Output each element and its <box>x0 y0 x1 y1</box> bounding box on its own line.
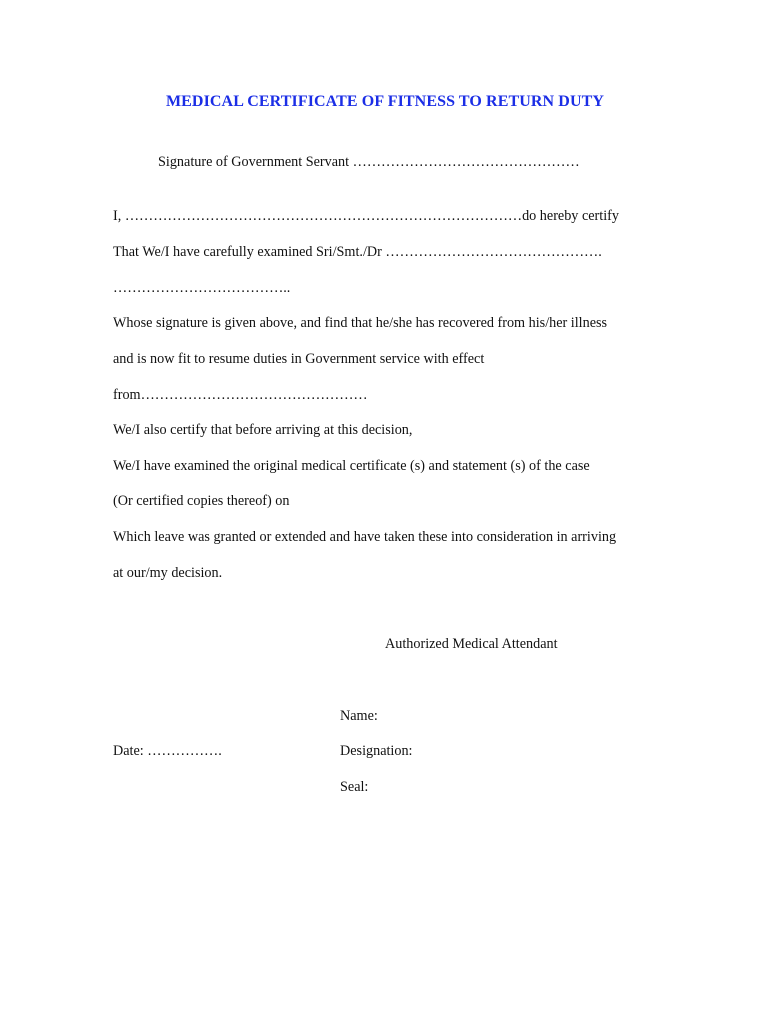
body-line-8: We/I have examined the original medical certificate (s) and statement (s) of the case <box>113 458 590 474</box>
body-line-9: (Or certified copies thereof) on <box>113 493 290 509</box>
name-label: Name: <box>340 708 378 724</box>
attendant-label: Authorized Medical Attendant <box>385 636 558 652</box>
body-line-3: ……………………………….. <box>113 280 291 296</box>
seal-label: Seal: <box>340 779 369 795</box>
designation-label: Designation: <box>340 743 413 759</box>
signature-line: Signature of Government Servant ………………………………………… <box>158 154 580 170</box>
date-label: Date: ……………. <box>113 743 222 759</box>
body-line-4: Whose signature is given above, and find that he/she has recovered from his/her illness <box>113 315 608 331</box>
body-line-1: I, …………………………………………………………………………do hereby certify <box>113 208 619 224</box>
body-line-6: from………………………………………… <box>113 387 368 403</box>
body-line-5: and is now fit to resume duties in Government service with effect <box>113 351 485 367</box>
body-line-11: at our/my decision. <box>113 565 223 581</box>
body-line-2: That We/I have carefully examined Sri/Smt./Dr ………………………………………. <box>113 244 602 260</box>
body-line-7: We/I also certify that before arriving at this decision, <box>113 422 413 438</box>
certificate-title: MEDICAL CERTIFICATE OF FITNESS TO RETURN DUTY <box>165 93 605 110</box>
body-line-10: Which leave was granted or extended and have taken these into consideration in arriving <box>113 529 617 545</box>
